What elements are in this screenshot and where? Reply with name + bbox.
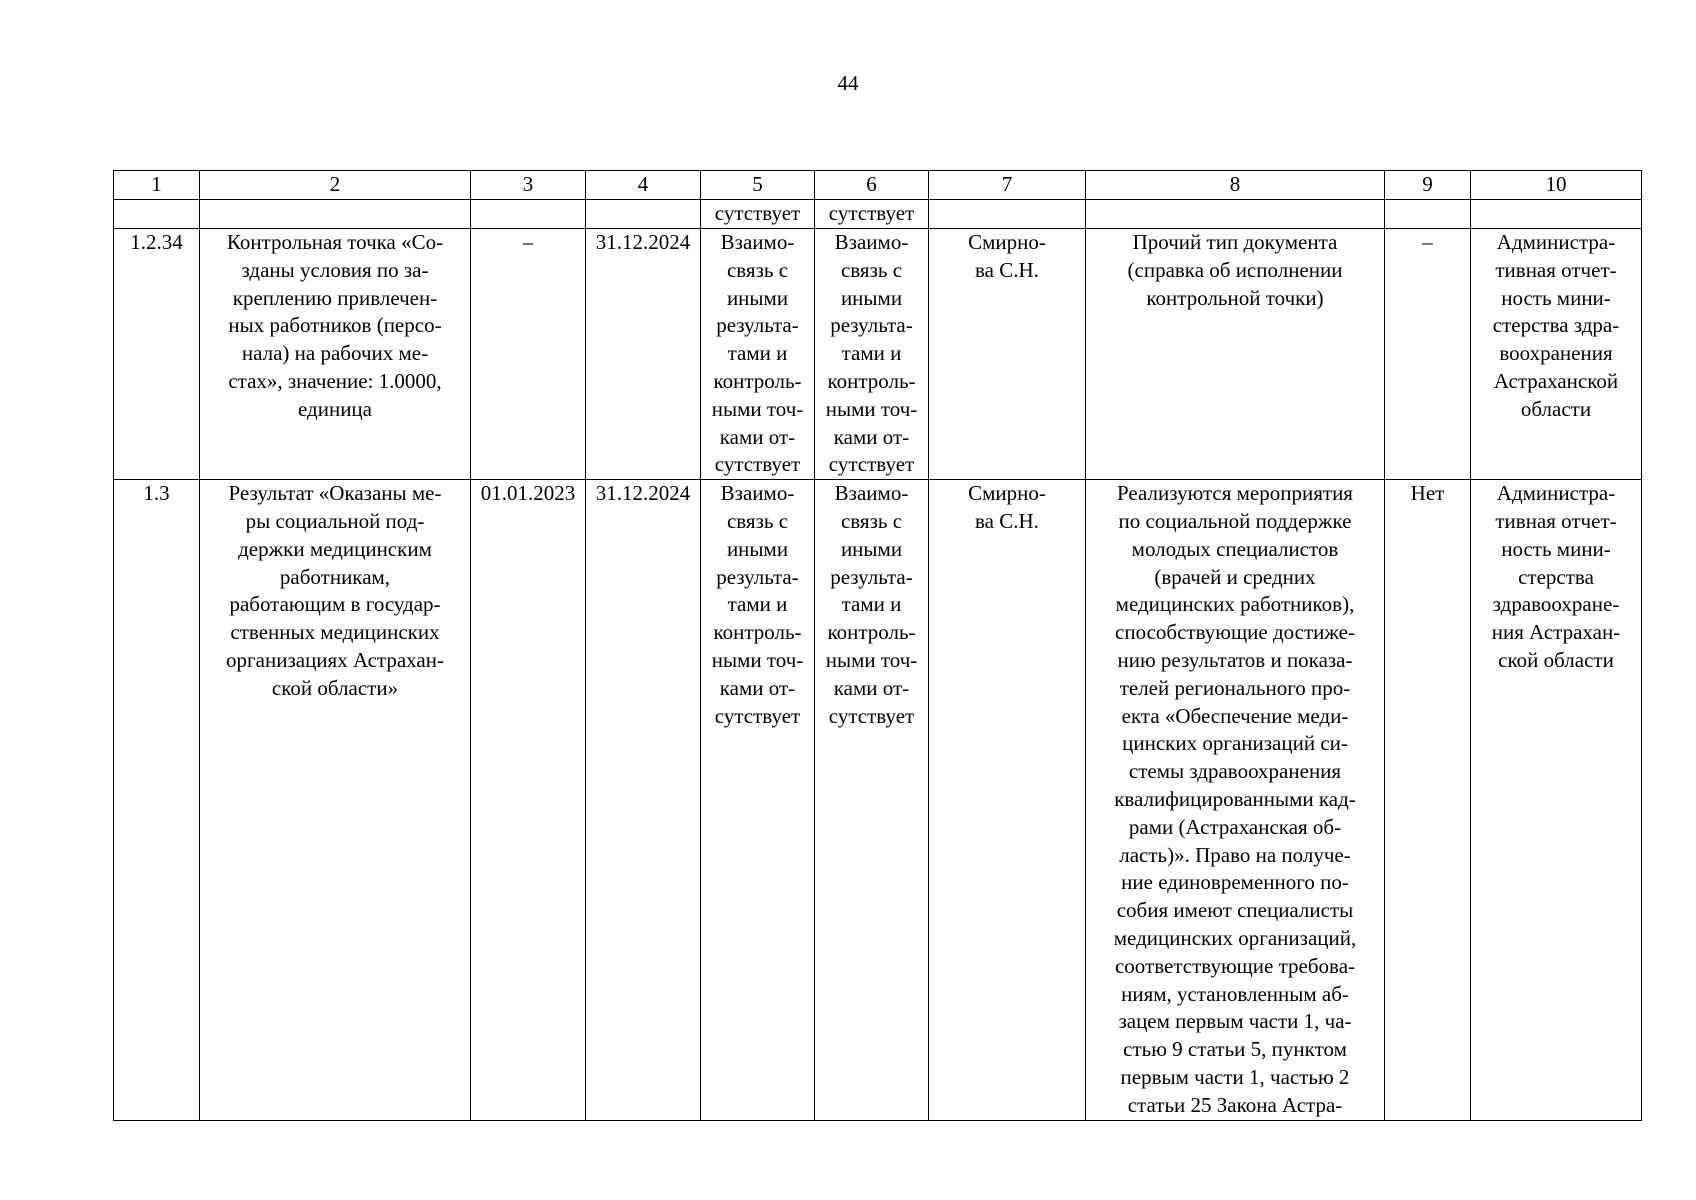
column-number-9: 9 (1385, 171, 1471, 200)
information-system-cell: Администра- тивная отчет- ность мини- стерства здра- воохранения Астраханской области (1471, 229, 1642, 480)
column-number-5: 5 (701, 171, 815, 200)
column-number-10: 10 (1471, 171, 1642, 200)
start-date-cell: – (471, 229, 586, 480)
column-number-2: 2 (200, 171, 471, 200)
table-cell (929, 200, 1086, 229)
table-cell (1385, 200, 1471, 229)
column-number-4: 4 (586, 171, 701, 200)
start-date-cell: 01.01.2023 (471, 480, 586, 1120)
predecessor-cell: Взаимо- связь с иными результа- тами и контроль- ными точ- ками от- сутствует (701, 480, 815, 1120)
table-cell (200, 200, 471, 229)
column-number-row (114, 171, 1642, 200)
document-type-cell: Реализуются мероприятия по социальной поддержке молодых специалистов (врачей и средних медицинских работников), способствующие достиже- нию результатов и показа- телей регионального про- екта «Обеспечение меди- цинских организаций си- стемы здравоохранения квалифицированными кад- рами (Астраханская об- ласть)». Право на получе- ние единовременного по- собия имеют специалисты медицинских организаций, соответствующие требова- ниям, установленным аб- зацем первым части 1, ча- стью 9 статьи 5, пунктом первым части 1, частью 2 статьи 25 Закона Астра- (1086, 480, 1385, 1120)
row-name-cell: Контрольная точка «Со- зданы условия по за- креплению привлечен- ных работников (персо- нала) на рабочих ме- стах», значение: 1.0000, единица (200, 229, 471, 480)
information-system-cell: Администра- тивная отчет- ность мини- стерства здравоохране- ния Астрахан- ской области (1471, 480, 1642, 1120)
end-date-cell: 31.12.2024 (586, 480, 701, 1120)
table-row (114, 480, 1642, 1120)
column-number-7: 7 (929, 171, 1086, 200)
predecessor-cell: Взаимо- связь с иными результа- тами и контроль- ными точ- ками от- сутствует (701, 229, 815, 480)
column-number-6: 6 (815, 171, 929, 200)
row-number-cell: 1.3 (114, 480, 200, 1120)
table-cell (1471, 200, 1642, 229)
successor-cell: Взаимо- связь с иными результа- тами и контроль- ными точ- ками от- сутствует (815, 480, 929, 1120)
flag-cell: Нет (1385, 480, 1471, 1120)
responsible-cell: Смирно- ва С.Н. (929, 480, 1086, 1120)
table-cell (114, 200, 200, 229)
row-number-cell: 1.2.34 (114, 229, 200, 480)
row-name-cell: Результат «Оказаны ме- ры социальной под- держки медицинским работникам, работающим в государ- ственных медицинских организациях Астрахан- ской области» (200, 480, 471, 1120)
responsible-cell: Смирно- ва С.Н. (929, 229, 1086, 480)
successor-cell: Взаимо- связь с иными результа- тами и контроль- ными точ- ками от- сутствует (815, 229, 929, 480)
table-cell: сутствует (701, 200, 815, 229)
end-date-cell: 31.12.2024 (586, 229, 701, 480)
column-number-8: 8 (1086, 171, 1385, 200)
table-cell (586, 200, 701, 229)
flag-cell: – (1385, 229, 1471, 480)
continuation-row (114, 200, 1642, 229)
column-number-1: 1 (114, 171, 200, 200)
table-cell: сутствует (815, 200, 929, 229)
document-table (113, 170, 1642, 1121)
table-row (114, 229, 1642, 480)
column-number-3: 3 (471, 171, 586, 200)
table-cell (1086, 200, 1385, 229)
page-number: 44 (837, 71, 859, 95)
table-cell (471, 200, 586, 229)
document-type-cell: Прочий тип документа (справка об исполнении контрольной точки) (1086, 229, 1385, 480)
